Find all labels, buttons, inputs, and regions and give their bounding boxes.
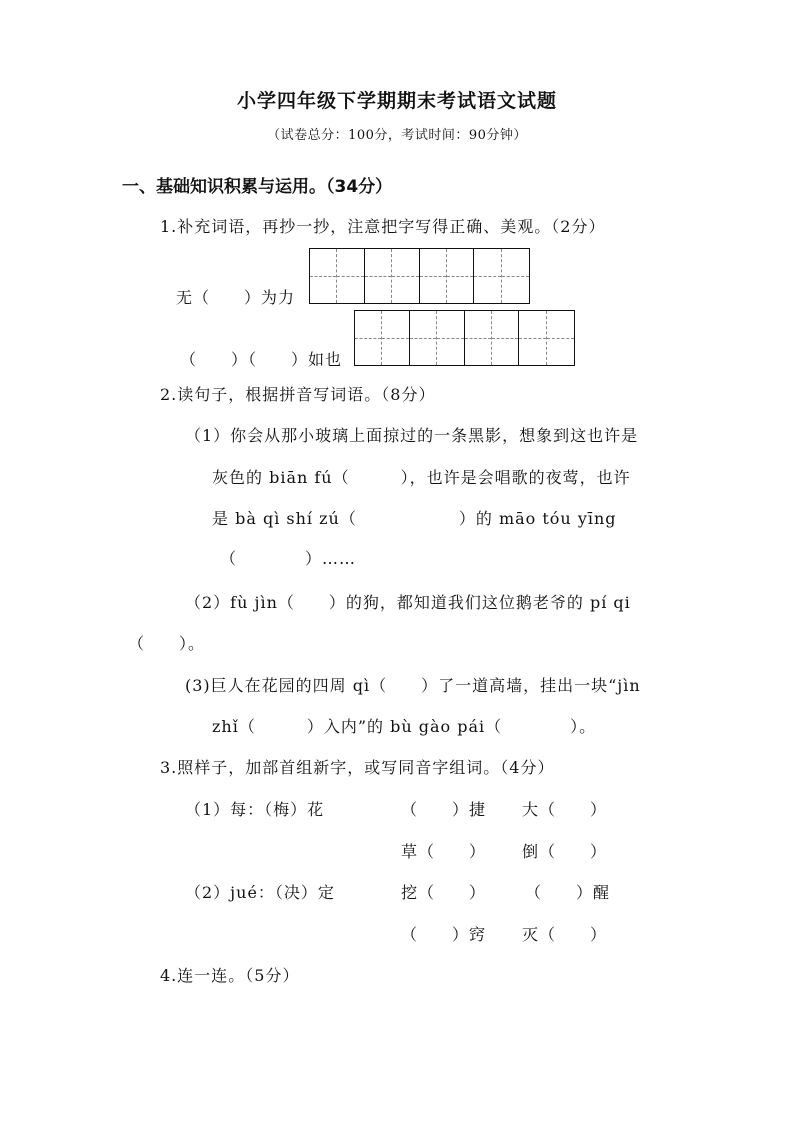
q2-s1-line2: 灰色的 biān fú（ ），也许是会唱歌的夜莺，也许 (212, 468, 631, 487)
q3-blank: 倒（ ） (522, 842, 608, 861)
q3-example-2: （2）jué：（决）定 (185, 883, 335, 902)
grid-cell (365, 249, 392, 303)
section-heading: 一、基础知识积累与运用。（34分） (122, 177, 393, 197)
q3-blank: （ ）醒 (525, 883, 611, 902)
q3-example-1: （1）每：（梅）花 (185, 800, 325, 819)
grid-cell (392, 249, 419, 303)
q3-blank: 草（ ） (401, 842, 487, 861)
grid-cell (519, 311, 546, 365)
q2-s3-line1: (3)巨人在花园的四周 qì（ ）了一道高墙，挂出一块“jìn (185, 676, 641, 695)
grid-cell (447, 249, 474, 303)
exam-info: （试卷总分：100分，考试时间：90分钟） (267, 128, 527, 143)
writing-grid-2[interactable] (354, 310, 575, 366)
q3-blank: （ ）窍 (401, 925, 487, 944)
grid-cell (492, 311, 519, 365)
q2-s1-line4: （ ）…… (220, 549, 357, 568)
q3-blank: 挖（ ） (401, 883, 487, 902)
q1-prompt: 1.补充词语，再抄一抄，注意把字写得正确、美观。（2分） (160, 217, 606, 236)
q2-s3-line2: zhǐ（ ）入内”的 bù gào pái（ ）。 (212, 717, 597, 736)
q2-s1-line1: （1）你会从那小玻璃上面掠过的一条黑影，想象到这也许是 (185, 426, 639, 445)
writing-grid-1[interactable] (309, 248, 530, 304)
q3-blank: （ ）捷 (401, 800, 487, 819)
grid-cell (474, 249, 501, 303)
q1-word2: （ ）（ ）如也 (180, 350, 343, 369)
grid-cell (502, 249, 529, 303)
q3-blank: 灭（ ） (522, 925, 608, 944)
grid-cell (310, 249, 337, 303)
grid-cell (465, 311, 492, 365)
grid-cell (547, 311, 574, 365)
page-title: 小学四年级下学期期末考试语文试题 (236, 90, 557, 112)
q3-prompt: 3.照样子，加部首组新字，或写同音字组词。（4分） (160, 758, 555, 777)
q4-prompt: 4.连一连。（5分） (160, 966, 300, 985)
grid-cell (437, 311, 464, 365)
q2-s2-line2: （ ）。 (128, 634, 206, 653)
q2-s2-line1: （2）fù jìn（ ）的狗，都知道我们这位鹅老爷的 pí qi (185, 593, 631, 612)
grid-cell (337, 249, 364, 303)
grid-cell (420, 249, 447, 303)
grid-cell (410, 311, 437, 365)
q1-word1: 无（ ）为力 (176, 288, 296, 307)
q2-s1-line3: 是 bà qì shí zú（ ）的 māo tóu yīng (212, 509, 617, 528)
grid-cell (382, 311, 409, 365)
q3-blank: 大（ ） (522, 800, 608, 819)
q2-prompt: 2.读句子，根据拼音写词语。（8分） (160, 385, 436, 404)
grid-cell (355, 311, 382, 365)
